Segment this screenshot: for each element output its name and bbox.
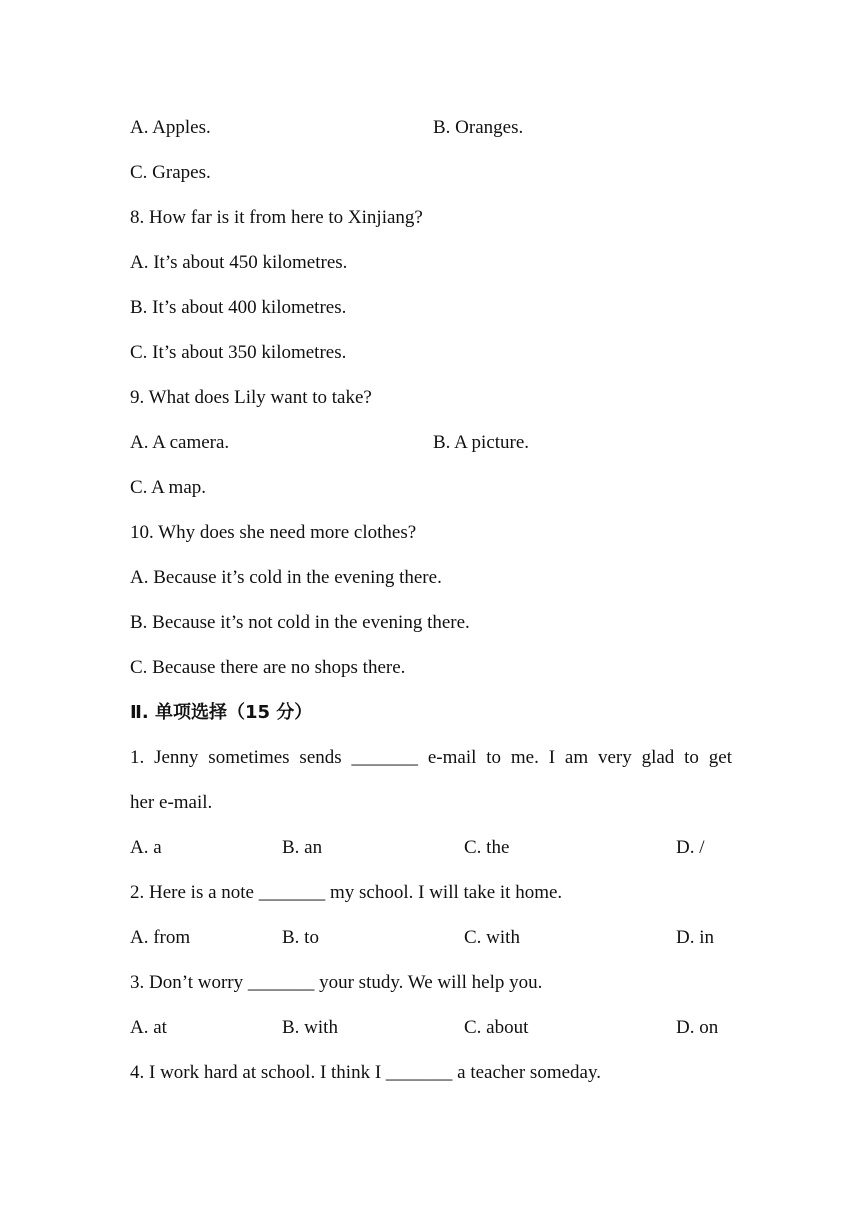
q7-option-a: A. Apples. xyxy=(130,117,211,138)
mc3-question: 3. Don’t worry _______ your study. We will help you. xyxy=(130,972,543,993)
mc1-option-b: B. an xyxy=(282,837,323,858)
mc2-option-d: D. in xyxy=(676,927,714,948)
mc2-option-a: A. from xyxy=(130,927,191,948)
q8-option-b: B. It’s about 400 kilometres. xyxy=(130,297,347,318)
mc4-question: 4. I work hard at school. I think I _______ a teacher someday. xyxy=(130,1062,601,1083)
mc2-question: 2. Here is a note _______ my school. I will take it home. xyxy=(130,882,563,903)
mc3-option-b: B. with xyxy=(282,1017,338,1038)
q7-option-c: C. Grapes. xyxy=(130,162,211,183)
mc1-option-a: A. a xyxy=(130,837,162,858)
q8-question: 8. How far is it from here to Xinjiang? xyxy=(130,207,423,228)
mc3-option-d: D. on xyxy=(676,1017,719,1038)
q9-option-b: B. A picture. xyxy=(433,432,530,453)
mc3-option-c: C. about xyxy=(464,1017,529,1038)
q10-question: 10. Why does she need more clothes? xyxy=(130,522,417,543)
mc1-option-c: C. the xyxy=(464,837,510,858)
q9-option-c: C. A map. xyxy=(130,477,207,498)
mc1-question-line1: 1. Jenny sometimes sends _______ e-mail to me. I am very glad to get xyxy=(130,747,732,768)
q10-option-c: C. Because there are no shops there. xyxy=(130,657,406,678)
q9-question: 9. What does Lily want to take? xyxy=(130,387,372,408)
q8-option-c: C. It’s about 350 kilometres. xyxy=(130,342,347,363)
q8-option-a: A. It’s about 450 kilometres. xyxy=(130,252,348,273)
q10-option-b: B. Because it’s not cold in the evening there. xyxy=(130,612,470,633)
mc1-question-line2: her e-mail. xyxy=(130,792,213,813)
mc2-option-b: B. to xyxy=(282,927,319,948)
q10-option-a: A. Because it’s cold in the evening there. xyxy=(130,567,442,588)
mc1-option-d: D. / xyxy=(676,837,705,858)
mc2-option-c: C. with xyxy=(464,927,520,948)
q9-option-a: A. A camera. xyxy=(130,432,230,453)
section-title: Ⅱ. 单项选择（15 分） xyxy=(130,702,313,723)
q7-option-b: B. Oranges. xyxy=(433,117,524,138)
mc3-option-a: A. at xyxy=(130,1017,167,1038)
